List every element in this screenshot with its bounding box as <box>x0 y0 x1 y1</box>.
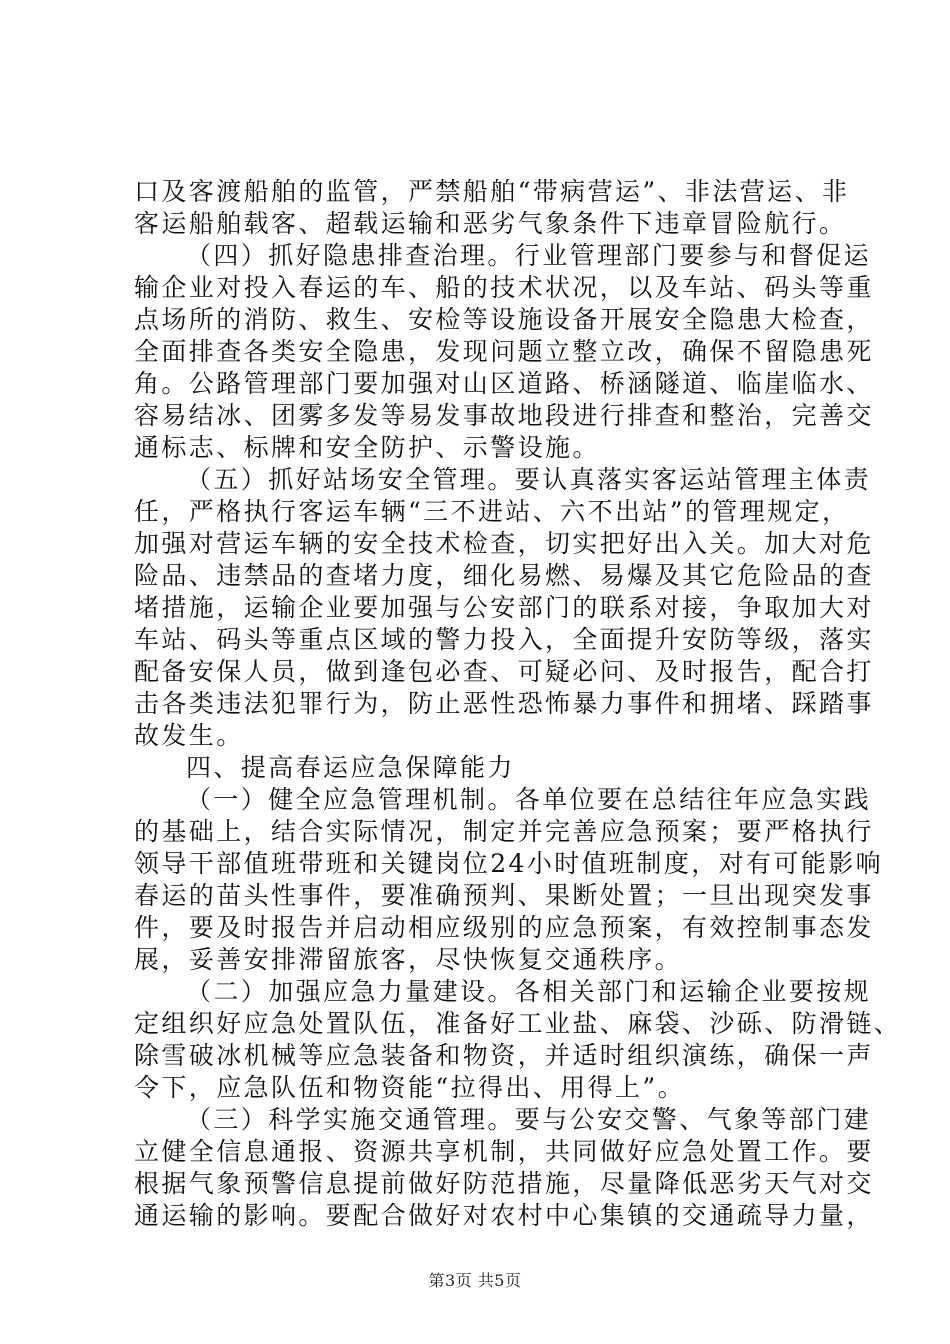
body-text-line: 击各类违法犯罪行为，防止恶性恐怖暴力事件和拥堵、踩踏事 <box>134 689 874 718</box>
body-text-line: 件，要及时报告并启动相应级别的应急预案，有效控制事态发 <box>134 913 874 942</box>
body-text-line: 根据气象预警信息提前做好防范措施，尽量降低恶劣天气对交 <box>134 1169 874 1198</box>
body-text-line: 口及客渡船舶的监管，严禁船舶“带病营运”、非法营运、非 <box>134 177 850 206</box>
body-text-line: 容易结冰、团雾多发等易发事故地段进行排查和整治，完善交 <box>134 401 874 430</box>
body-text-line: 令下，应急队伍和物资能“拉得出、用得上”。 <box>134 1073 685 1102</box>
body-text-line: 全面排查各类安全隐患，发现问题立整立改，确保不留隐患死 <box>134 337 874 366</box>
body-text-line: 点场所的消防、救生、安检等设施设备开展安全隐患大检查， <box>134 305 874 334</box>
body-text-line: 加强对营运车辆的安全技术检查，切实把好出入关。加大对危 <box>134 529 874 558</box>
body-text-line: 输企业对投入春运的车、船的技术状况，以及车站、码头等重 <box>134 273 874 302</box>
body-text-line: （五）抓好站场安全管理。要认真落实客运站管理主体责 <box>186 465 872 494</box>
body-text-line: 除雪破冰机械等应急装备和物资，并适时组织演练，确保一声 <box>134 1041 874 1070</box>
body-text-line: 险品、违禁品的查堵力度，细化易燃、易爆及其它危险品的查 <box>134 561 874 590</box>
body-text-line: 配备安保人员，做到逢包必查、可疑必问、及时报告，配合打 <box>134 657 874 686</box>
body-text-line: 通标志、标牌和安全防护、示警设施。 <box>134 433 600 462</box>
body-text-line: （一）健全应急管理机制。各单位要在总结往年应急实践 <box>186 785 872 814</box>
section-heading: 四、提高春运应急保障能力 <box>186 753 515 782</box>
body-text-line: 春运的苗头性事件，要准确预判、果断处置；一旦出现突发事 <box>134 881 874 910</box>
body-text-line: 通运输的影响。要配合做好对农村中心集镇的交通疏导力量， <box>134 1201 874 1230</box>
body-text-line: （四）抓好隐患排查治理。行业管理部门要参与和督促运 <box>186 241 872 270</box>
body-text-line: （二）加强应急力量建设。各相关部门和运输企业要按规 <box>186 977 872 1006</box>
body-text-line: 车站、码头等重点区域的警力投入，全面提升安防等级，落实 <box>134 625 874 654</box>
body-text-line: 立健全信息通报、资源共享机制，共同做好应急处置工作。要 <box>134 1137 874 1166</box>
body-text-line: 客运船舶载客、超载运输和恶劣气象条件下违章冒险航行。 <box>134 209 847 238</box>
body-text-line: 角。公路管理部门要加强对山区道路、桥涵隧道、临崖临水、 <box>134 369 874 398</box>
body-text-line: 定组织好应急处置队伍，准备好工业盐、麻袋、沙砾、防滑链、 <box>134 1009 902 1038</box>
body-text-line: 领导干部值班带班和关键岗位24小时值班制度，对有可能影响 <box>134 849 884 878</box>
body-text-line: （三）科学实施交通管理。要与公安交警、气象等部门建 <box>186 1105 872 1134</box>
body-text-line: 故发生。 <box>134 721 244 750</box>
body-text-line: 任，严格执行客运车辆“三不进站、六不出站”的管理规定， <box>134 497 850 526</box>
body-text-line: 的基础上，结合实际情况，制定并完善应急预案；要严格执行 <box>134 817 874 846</box>
body-text-line: 展，妥善安排滞留旅客，尽快恢复交通秩序。 <box>134 945 683 974</box>
body-text-line: 堵措施，运输企业要加强与公安部门的联系对接，争取加大对 <box>134 593 874 622</box>
page-footer: 第3页 共5页 <box>428 1271 522 1290</box>
